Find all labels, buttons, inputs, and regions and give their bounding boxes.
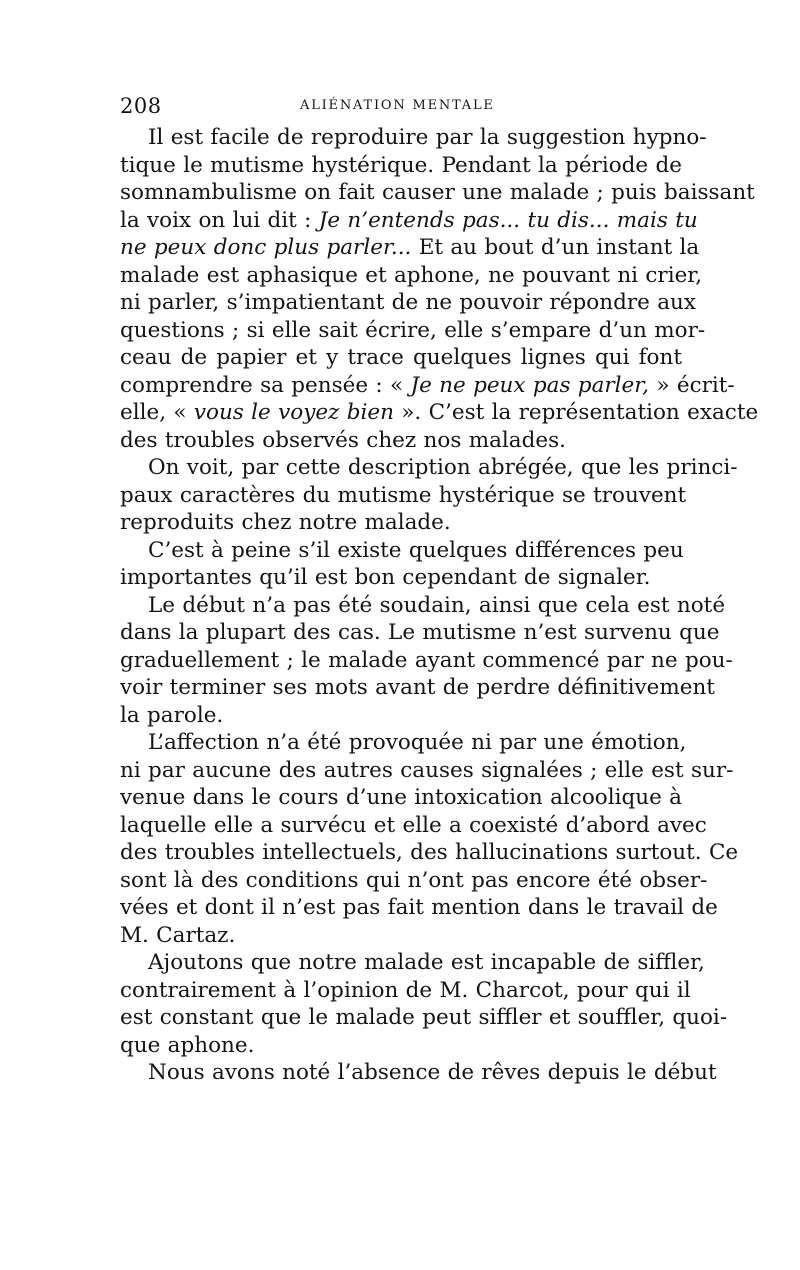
paragraph — [120, 729, 739, 949]
paragraph — [120, 592, 733, 730]
text-line: des troubles observés chez nos malades. — [120, 427, 566, 453]
text-line: ni parler, s’impatientant de ne pouvoir répondre aux — [120, 290, 696, 315]
paragraph — [120, 124, 759, 454]
text-line: malade est aphasique et aphone, ne pouvant ni crier, — [120, 262, 703, 288]
text-line: Nous avons noté l’absence de rêves depuis le début — [148, 1060, 717, 1085]
text-line: On voit, par cette description abrégée, que les princi- — [148, 455, 738, 480]
text-line: la voix on lui dit : Je n’entends pas... tu dis... mais tu — [120, 207, 698, 233]
paragraph — [120, 537, 682, 592]
running-title: ALIÉNATION MENTALE — [300, 98, 495, 113]
text-line: des troubles intellectuels, des hallucinations surtout. Ce — [120, 840, 739, 865]
text-line: somnambulisme on fait causer une malade ; puis baissant — [120, 180, 755, 205]
text-line: Ajoutons que notre malade est incapable de siffler, — [148, 950, 705, 975]
text-line: comprendre sa pensée : « Je ne peux pas parler, » écrit- — [120, 372, 735, 398]
paragraph — [120, 454, 738, 537]
text-line: elle, « vous le voyez bien ». C’est la représentation exacte — [120, 400, 759, 425]
paragraph — [120, 949, 728, 1059]
paragraph — [120, 1059, 717, 1087]
text-line: dans la plupart des cas. Le mutisme n’est survenu que — [120, 620, 720, 645]
text-line: sont là des conditions qui n’ont pas encore été obser- — [120, 867, 708, 893]
text-line: venue dans le cours d’une intoxication alcoolique à — [120, 785, 682, 810]
text-line: importantes qu’il est bon cependant de signaler. — [120, 565, 651, 590]
text-line: Le début n’a pas été soudain, ainsi que cela est noté — [148, 592, 726, 618]
text-line: voir terminer ses mots avant de perdre définitivement — [120, 675, 715, 700]
text-line: ceau de papier et y trace quelques lignes qui font — [120, 345, 682, 370]
text-line: C’est à peine s’il existe quelques différences peu — [148, 537, 684, 563]
text-line: questions ; si elle sait écrire, elle s’empare d’un mor- — [120, 317, 706, 343]
text-line: la parole. — [120, 702, 224, 728]
text-line: Il est facile de reproduire par la suggestion hypno- — [148, 125, 707, 150]
text-line: paux caractères du mutisme hystérique se trouvent — [120, 482, 687, 508]
text-line: contrairement à l’opinion de M. Charcot, pour qui il — [120, 977, 691, 1003]
text-line: vées et dont il n’est pas fait mention dans le travail de — [120, 895, 718, 920]
text-line: laquelle elle a survécu et elle a coexisté d’abord avec — [120, 812, 707, 838]
text-line: est constant que le malade peut siffler et souffler, quoi- — [120, 1005, 728, 1030]
text-line: L’affection n’a été provoquée ni par une émotion, — [148, 730, 687, 755]
text-line: graduellement ; le malade ayant commencé par ne pou- — [120, 647, 733, 673]
text-line: que aphone. — [120, 1032, 255, 1058]
text-line: ne peux donc plus parler... Et au bout d’un instant la — [120, 235, 700, 260]
page-body — [120, 124, 759, 1087]
text-line: reproduits chez notre malade. — [120, 510, 451, 535]
text-line: tique le mutisme hystérique. Pendant la période de — [120, 152, 682, 178]
page-number: 208 — [120, 94, 162, 118]
text-line: ni par aucune des autres causes signalées ; elle est sur- — [120, 757, 734, 783]
page-header — [120, 88, 680, 124]
text-line: M. Cartaz. — [120, 922, 236, 948]
